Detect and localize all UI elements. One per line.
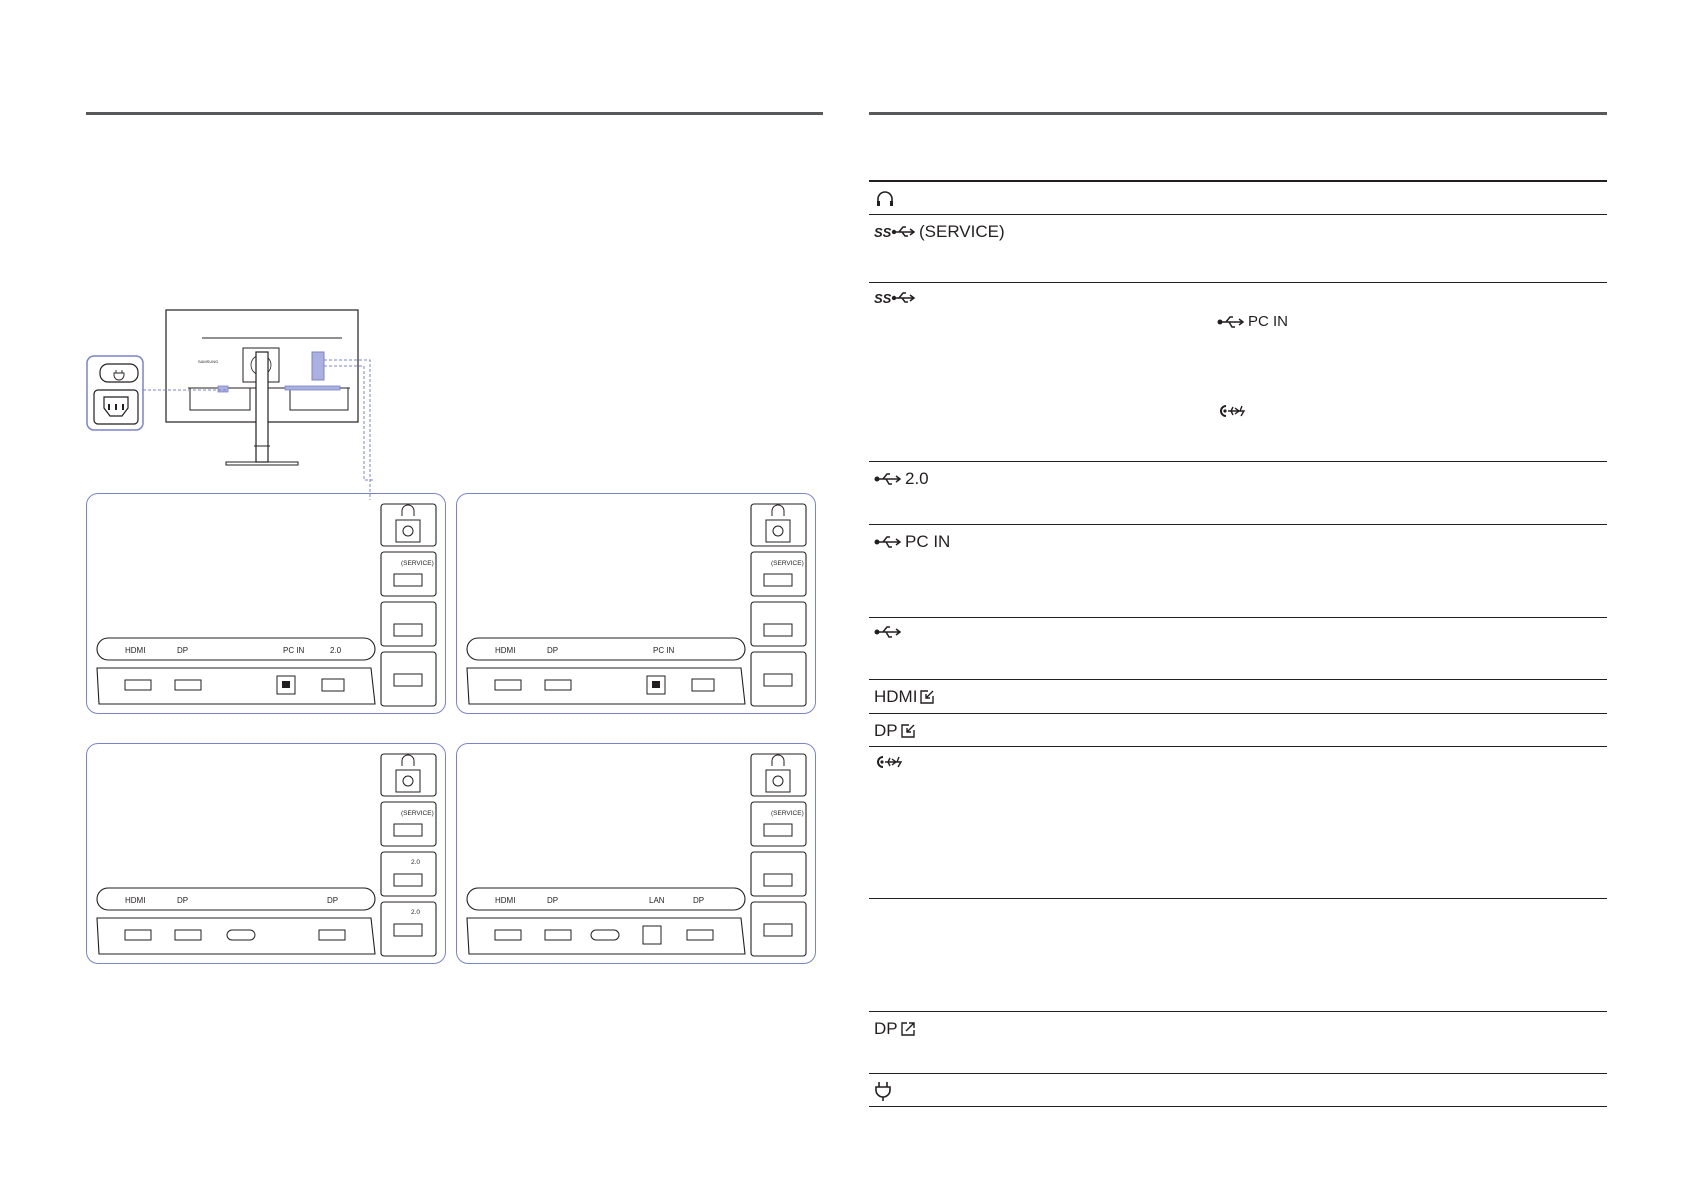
table-row [869, 461, 1607, 524]
usb-superspeed-icon [874, 224, 916, 240]
table-row [869, 898, 1607, 1011]
svg-text:SS: SS [874, 291, 892, 306]
port-label: DP [693, 896, 705, 905]
table-row [869, 180, 1607, 214]
port-label: DP [177, 896, 189, 905]
table-row [869, 713, 1607, 746]
usb-icon [1217, 315, 1245, 329]
port-label: DP [547, 646, 559, 655]
table-row [869, 1011, 1607, 1073]
panel-model-2 [456, 493, 816, 714]
port-label: PC IN [653, 646, 675, 655]
table-row [869, 746, 1607, 898]
row-label [874, 222, 1005, 242]
power-plug-icon [874, 1081, 892, 1101]
row-label [874, 687, 934, 707]
rear-panel-diagram [0, 0, 840, 1191]
port-label: LAN [649, 896, 665, 905]
port-label: HDMI [125, 646, 146, 655]
usb-icon [874, 625, 902, 639]
side-port-label: (SERVICE) [401, 560, 434, 567]
usb-c-power-icon [874, 754, 904, 770]
side-port-label: 2.0 [411, 909, 421, 916]
panel-model-1 [86, 493, 446, 714]
usb-c-power-icon [1217, 403, 1247, 419]
row-label [874, 625, 902, 639]
table-row [869, 679, 1607, 713]
note-usb-c [1217, 403, 1247, 419]
note-label: PC IN [1248, 313, 1289, 330]
svg-text:SS: SS [874, 225, 892, 240]
dp-out-icon [901, 1022, 915, 1036]
usb-icon [874, 472, 902, 486]
side-port-label: (SERVICE) [771, 560, 804, 567]
brand-mark: SAMSUNG [198, 359, 219, 364]
port-label: DP [177, 646, 189, 655]
row-label-text: PC IN [905, 532, 951, 551]
row-label-text: 2.0 [905, 469, 929, 488]
table-row [869, 282, 1607, 461]
row-label [874, 469, 929, 489]
row-label-text: (SERVICE) [919, 222, 1005, 241]
power-plug-icon [114, 370, 124, 380]
hdmi-in-icon [920, 690, 934, 704]
port-label: HDMI [495, 646, 516, 655]
table-row [869, 1073, 1607, 1107]
port-label: DP [547, 896, 559, 905]
port-label: HDMI [495, 896, 516, 905]
table-row [869, 524, 1607, 617]
row-label [874, 532, 950, 552]
table-row [869, 214, 1607, 282]
side-port-label: (SERVICE) [401, 810, 434, 817]
row-label [874, 189, 896, 209]
row-label [874, 1019, 915, 1039]
usb-icon [874, 535, 902, 549]
port-label: 2.0 [330, 646, 342, 655]
row-label [874, 1081, 892, 1101]
usb-superspeed-icon [874, 290, 916, 306]
port-label: HDMI [125, 896, 146, 905]
row-label-text: HDMI [874, 687, 918, 706]
row-label [874, 754, 904, 770]
row-label-text: DP [874, 1019, 898, 1038]
side-port-label: (SERVICE) [771, 810, 804, 817]
port-label: DP [327, 896, 339, 905]
row-label-text: DP [874, 721, 898, 740]
panel-model-4 [456, 743, 816, 964]
section-rule-right [869, 112, 1607, 115]
monitor-rear-illustration [80, 300, 500, 500]
panel-model-3 [86, 743, 446, 964]
row-label [874, 721, 915, 741]
headphone-icon [874, 189, 896, 209]
port-table [869, 180, 1607, 1107]
table-row [869, 617, 1607, 679]
dp-in-icon [901, 724, 915, 738]
port-label: PC IN [283, 646, 305, 655]
power-inset [87, 356, 143, 430]
side-port-label: 2.0 [411, 859, 421, 866]
note-pc-in [1217, 313, 1288, 330]
row-label [874, 290, 916, 306]
